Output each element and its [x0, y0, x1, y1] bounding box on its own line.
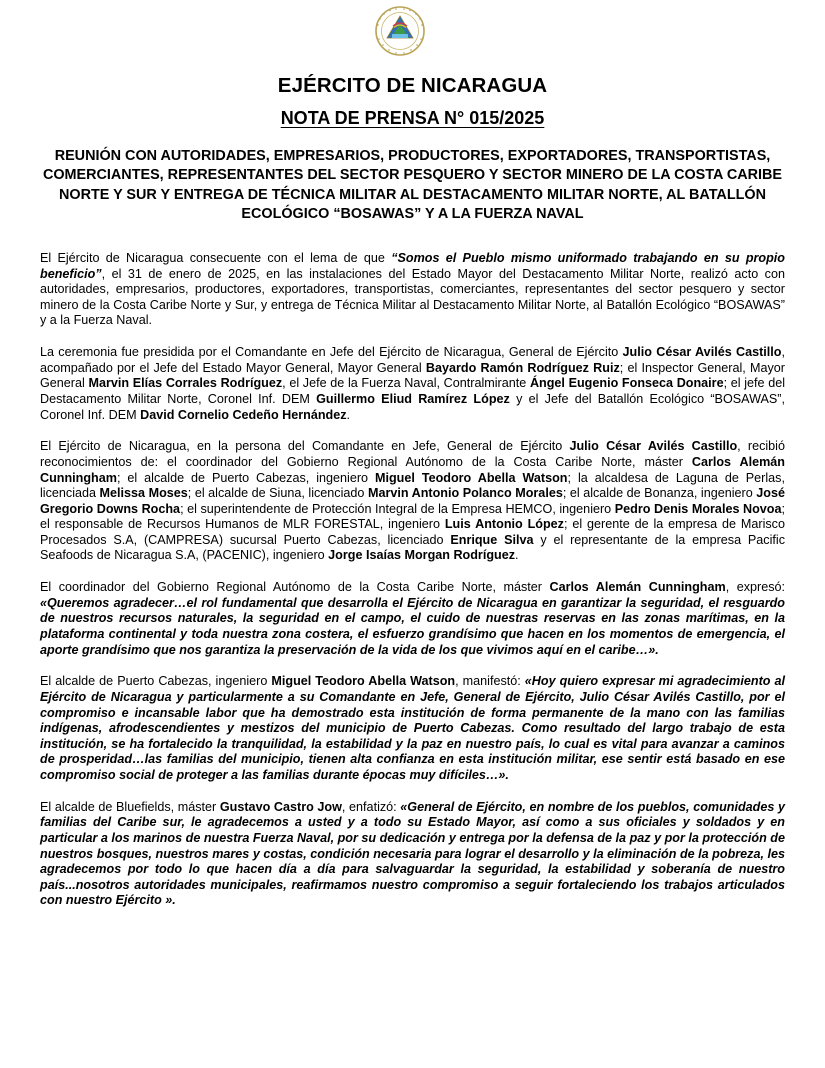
- person-name: Enrique Silva: [450, 532, 534, 547]
- person-name: Carlos Alemán Cunningham: [40, 454, 785, 485]
- person-name: Julio César Avilés Castillo: [569, 439, 738, 454]
- person-name: Miguel Teodoro Abella Watson: [271, 674, 456, 689]
- paragraph-text: , el Jefe de la Fuerza Naval, Contralmirante: [282, 376, 530, 391]
- body-paragraph: [40, 345, 785, 423]
- paragraph-text: ; la alcaldesa de Laguna de Perlas, licenciada: [40, 470, 785, 501]
- person-name: Carlos Alemán Cunningham: [549, 580, 726, 595]
- person-name: José Gregorio Downs Rocha: [40, 486, 786, 516]
- paragraph-text: , recibió reconocimientos de: el coordinador del Gobierno Regional Autónomo de la Costa Caribe Norte, máster: [40, 439, 785, 469]
- paragraph-text: El alcalde de Bluefields, máster: [40, 799, 220, 814]
- paragraph-text: ; el jefe del Destacamento Militar Norte, Coronel Inf. DEM: [40, 376, 786, 406]
- person-name: Marvin Elías Corrales Rodríguez: [88, 376, 283, 391]
- paragraph-text: y el representante de la empresa Pacific Seafoods de Nicaragua S.A, (PACENIC), ingeniero: [40, 532, 785, 563]
- paragraph-text: , el 31 de enero de 2025, en las instalaciones del Estado Mayor del Destacamento Militar Norte, realizó acto con autoridades, empresarios, productores, exportadores, transportistas, comerciantes, representantes del sector pesquero y sector minero de la Costa Caribe Norte y Sur, y entrega de Técnica Militar al Destacamento Militar Norte, al Batallón Ecológico “BOSAWAS” y a la Fuerza Naval.: [40, 266, 785, 328]
- paragraph-text: ; el responsable de Recursos Humanos de MLR FORESTAL, ingeniero: [40, 501, 785, 532]
- press-release-headline: REUNIÓN CON AUTORIDADES, EMPRESARIOS, PRODUCTORES, EXPORTADORES, TRANSPORTISTAS, COMERCIANTES, REPRESENTANTES DEL SECTOR PESQUERO Y SECTOR MINERO DE LA COSTA CARIBE NORTE Y SUR Y ENTREGA DE TÉCNICA MILITAR AL DESTACAMENTO MILITAR NORTE, AL BATALLÓN ECOLÓGICO “BOSAWAS” Y A LA FUERZA NAVAL: [42, 148, 783, 222]
- nicaragua-coat-of-arms-icon: [366, 5, 434, 57]
- paragraph-text: El alcalde de Puerto Cabezas, ingeniero: [40, 674, 272, 689]
- person-name: Gustavo Castro Jow: [219, 799, 342, 814]
- paragraph-text: ; el gerente de la empresa de Marisco Procesados S.A, (CAMPRESA) sucursal Puerto Cabezas, licenciado: [40, 517, 785, 547]
- paragraph-text: y el Jefe del Batallón Ecológico “BOSAWAS”, Coronel Inf. DEM: [40, 391, 785, 422]
- paragraph-text: , manifestó:: [455, 674, 525, 689]
- paragraph-text: .: [515, 548, 519, 563]
- person-name: Julio César Avilés Castillo: [622, 345, 782, 360]
- person-name: David Cornelio Cedeño Hernández: [140, 407, 347, 422]
- paragraph-text: El Ejército de Nicaragua, en la persona del Comandante en Jefe, General de Ejército: [40, 439, 570, 454]
- paragraph-text: , acompañado por el Jefe del Estado Mayor General, Mayor General: [40, 345, 785, 375]
- paragraph-text: ; el alcalde de Siuna, licenciado: [187, 486, 368, 501]
- body-paragraph: [40, 674, 785, 783]
- person-name: Bayardo Ramón Rodríguez Ruiz: [425, 360, 620, 375]
- person-name: Luis Antonio López: [444, 517, 564, 532]
- person-name: Jorge Isaías Morgan Rodríguez: [328, 548, 516, 563]
- person-name: Miguel Teodoro Abella Watson: [374, 470, 568, 485]
- quotation: «Queremos agradecer…el rol fundamental que desarrolla el Ejército de Nicaragua en garantizar la seguridad, el resguardo de nuestros recursos naturales, la seguridad en el campo, el cuido de nuestras reservas en las zonas marítimas, en la plataforma continental y toda nuestra zona costera, el esfuerzo grandísimo que hacen en los momentos de emergencia, el aporte grandísimo que nos garantiza la preservación de la vida de los que vivimos aquí en el caribe…».: [40, 595, 785, 657]
- person-name: Marvin Antonio Polanco Morales: [367, 486, 563, 501]
- paragraph-text: , enfatizó:: [341, 799, 401, 814]
- organization-title: EJÉRCITO DE NICARAGUA: [277, 74, 548, 97]
- paragraph-text: El Ejército de Nicaragua consecuente con el lema de que: [40, 251, 392, 265]
- paragraph-text: , expresó:: [725, 580, 786, 595]
- paragraph-text: La ceremonia fue presidida por el Comandante en Jefe del Ejército de Nicaragua, General de Ejército: [40, 345, 623, 360]
- paragraph-text: ; el alcalde de Puerto Cabezas, ingeniero: [116, 470, 375, 485]
- person-name: Pedro Denis Morales Novoa: [614, 501, 782, 516]
- quotation: “Somos el Pueblo mismo uniformado trabajando en su propio beneficio”: [40, 251, 785, 281]
- press-release-body: [40, 251, 785, 925]
- paragraph-text: El coordinador del Gobierno Regional Autónomo de la Costa Caribe Norte, máster: [40, 580, 550, 595]
- paragraph-text: ; el superintendente de Protección Integral de la Empresa HEMCO, ingeniero: [180, 501, 615, 516]
- body-paragraph: [40, 251, 785, 329]
- press-note-number: NOTA DE PRENSA N° 015/2025: [280, 108, 545, 128]
- body-paragraph: [40, 800, 785, 909]
- quotation: «Hoy quiero expresar mi agradecimiento al Ejército de Nicaragua y particularmente a su Comandante en Jefe, General de Ejército, Julio César Avilés Castillo, por el compromiso e incansable labor que ha demostrado esta institución de forma permanente de la mano con las familias indígenas, afrodescendientes y mestizos del municipio de Puerto Cabezas. Como resultado del largo trabajo de esta institución, se ha fortalecido la tranquilidad, la estabilidad y la paz en nuestro país, lo cual es vital para avanzar a caminos de prosperidad…las familias del municipio, tienen alta confianza en esta institución militar, ese sentir está basado en ese compromiso social de proteger a las familias durante épocas muy difíciles…».: [40, 674, 785, 782]
- body-paragraph: [40, 439, 785, 564]
- paragraph-text: .: [346, 407, 351, 422]
- person-name: Guillermo Eliud Ramírez López: [316, 391, 510, 406]
- paragraph-text: ; el Inspector General, Mayor General: [40, 360, 786, 391]
- body-paragraph: [40, 580, 785, 658]
- quotation: «General de Ejército, en nombre de los pueblos, comunidades y familias del Caribe sur, le agradecemos a usted y a todo su Estado Mayor, así como a sus oficiales y soldados y en particular a los marinos de nuestra Fuerza Naval, por su dedicación y entrega por la defensa de la paz y por la protección de nuestros bosques, nuestros mares y costas, condición necesaria para lograr el desarrollo y la eliminación de la pobreza, les agradecemos por todo lo que hacen día a día para salvaguardar la seguridad, la estabilidad y soberanía de nuestro país...nosotros autoridades municipales, reafirmamos nuestro compromiso a seguir fortaleciendo los trabajos articulados con nuestro Ejército ».: [40, 799, 786, 908]
- paragraph-text: ; el alcalde de Bonanza, ingeniero: [562, 486, 757, 501]
- person-name: Ángel Eugenio Fonseca Donaire: [529, 376, 724, 391]
- person-name: Melissa Moses: [99, 486, 188, 501]
